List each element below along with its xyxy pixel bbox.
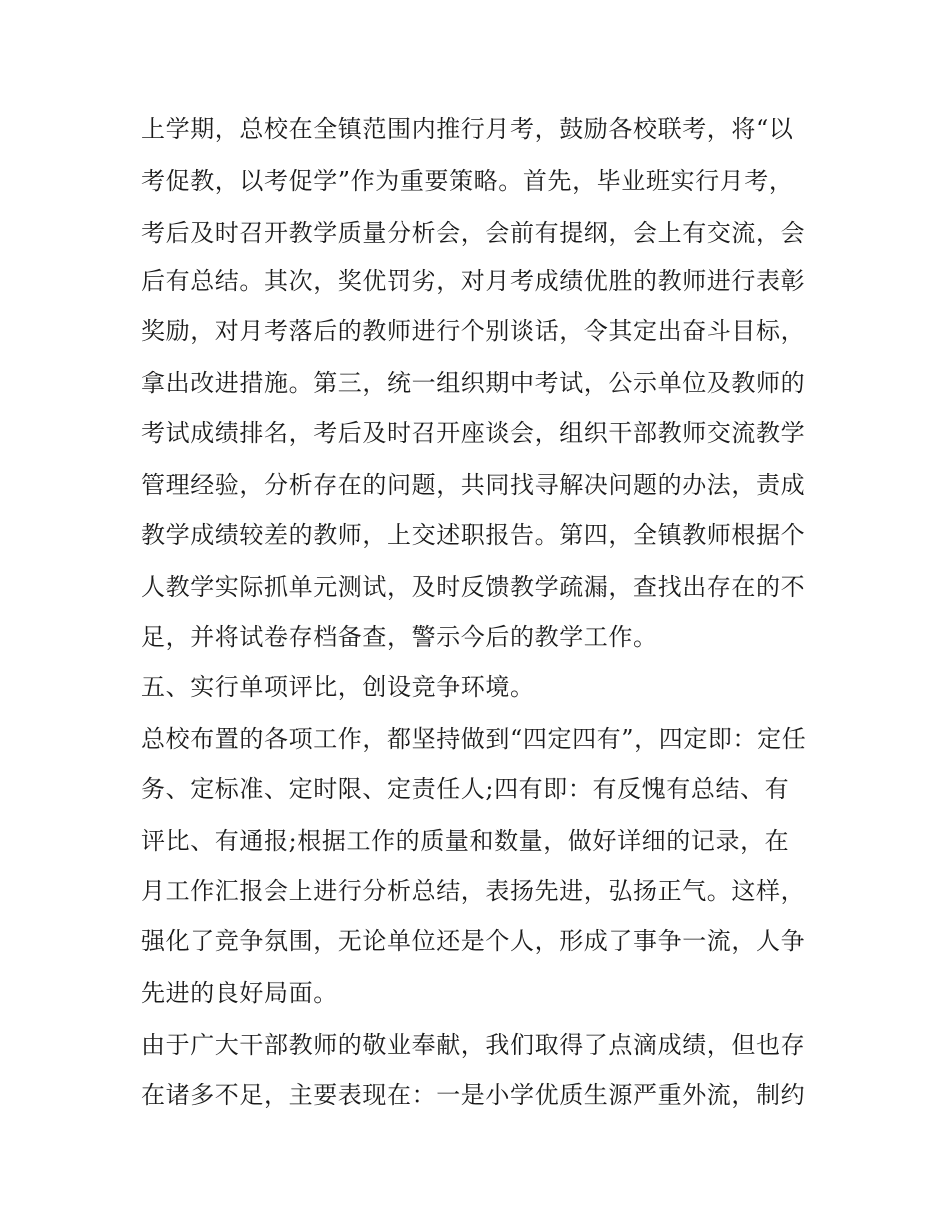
text-line: 强化了竞争氛围，无论单位还是个人，形成了事争一流，人争 [141, 927, 806, 955]
section-heading: 五、实行单项评比，创设竞争环境。 [141, 673, 535, 701]
text-line: 务、定标准、定时限、定责任人;四有即：有反愧有总结、有 [141, 775, 790, 803]
text-line: 足，并将试卷存档备查，警示今后的教学工作。 [141, 623, 658, 651]
text-line: 上学期，总校在全镇范围内推行月考，鼓励各校联考，将“以 [141, 115, 794, 143]
text-line: 人教学实际抓单元测试，及时反馈教学疏漏，查找出存在的不 [141, 573, 806, 601]
text-line: 月工作汇报会上进行分析总结，表扬先进，弘扬正气。这样， [141, 877, 806, 905]
text-line: 拿出改进措施。第三，统一组织期中考试，公示单位及教师的 [141, 369, 806, 397]
text-line: 在诸多不足，主要表现在：一是小学优质生源严重外流，制约 [141, 1081, 806, 1109]
text-line: 后有总结。其次，奖优罚劣，对月考成绩优胜的教师进行表彰 [141, 267, 806, 295]
text-line: 考促教，以考促学”作为重要策略。首先，毕业班实行月考， [141, 167, 794, 195]
text-line: 奖励，对月考落后的教师进行个别谈话，令其定出奋斗目标， [141, 317, 806, 345]
text-line: 先进的良好局面。 [141, 979, 338, 1007]
text-line: 教学成绩较差的教师，上交述职报告。第四，全镇教师根据个 [141, 521, 806, 549]
text-line: 由于广大干部教师的敬业奉献，我们取得了点滴成绩，但也存 [141, 1031, 806, 1059]
text-line: 管理经验，分析存在的问题，共同找寻解决问题的办法，责成 [141, 471, 806, 499]
text-line: 考试成绩排名，考后及时召开座谈会，组织干部教师交流教学 [141, 419, 806, 447]
text-line: 评比、有通报;根据工作的质量和数量，做好详细的记录，在 [141, 827, 790, 855]
text-line: 总校布置的各项工作，都坚持做到“四定四有”，四定即：定任 [141, 725, 807, 753]
text-line: 考后及时召开教学质量分析会，会前有提纲，会上有交流，会 [141, 219, 806, 247]
